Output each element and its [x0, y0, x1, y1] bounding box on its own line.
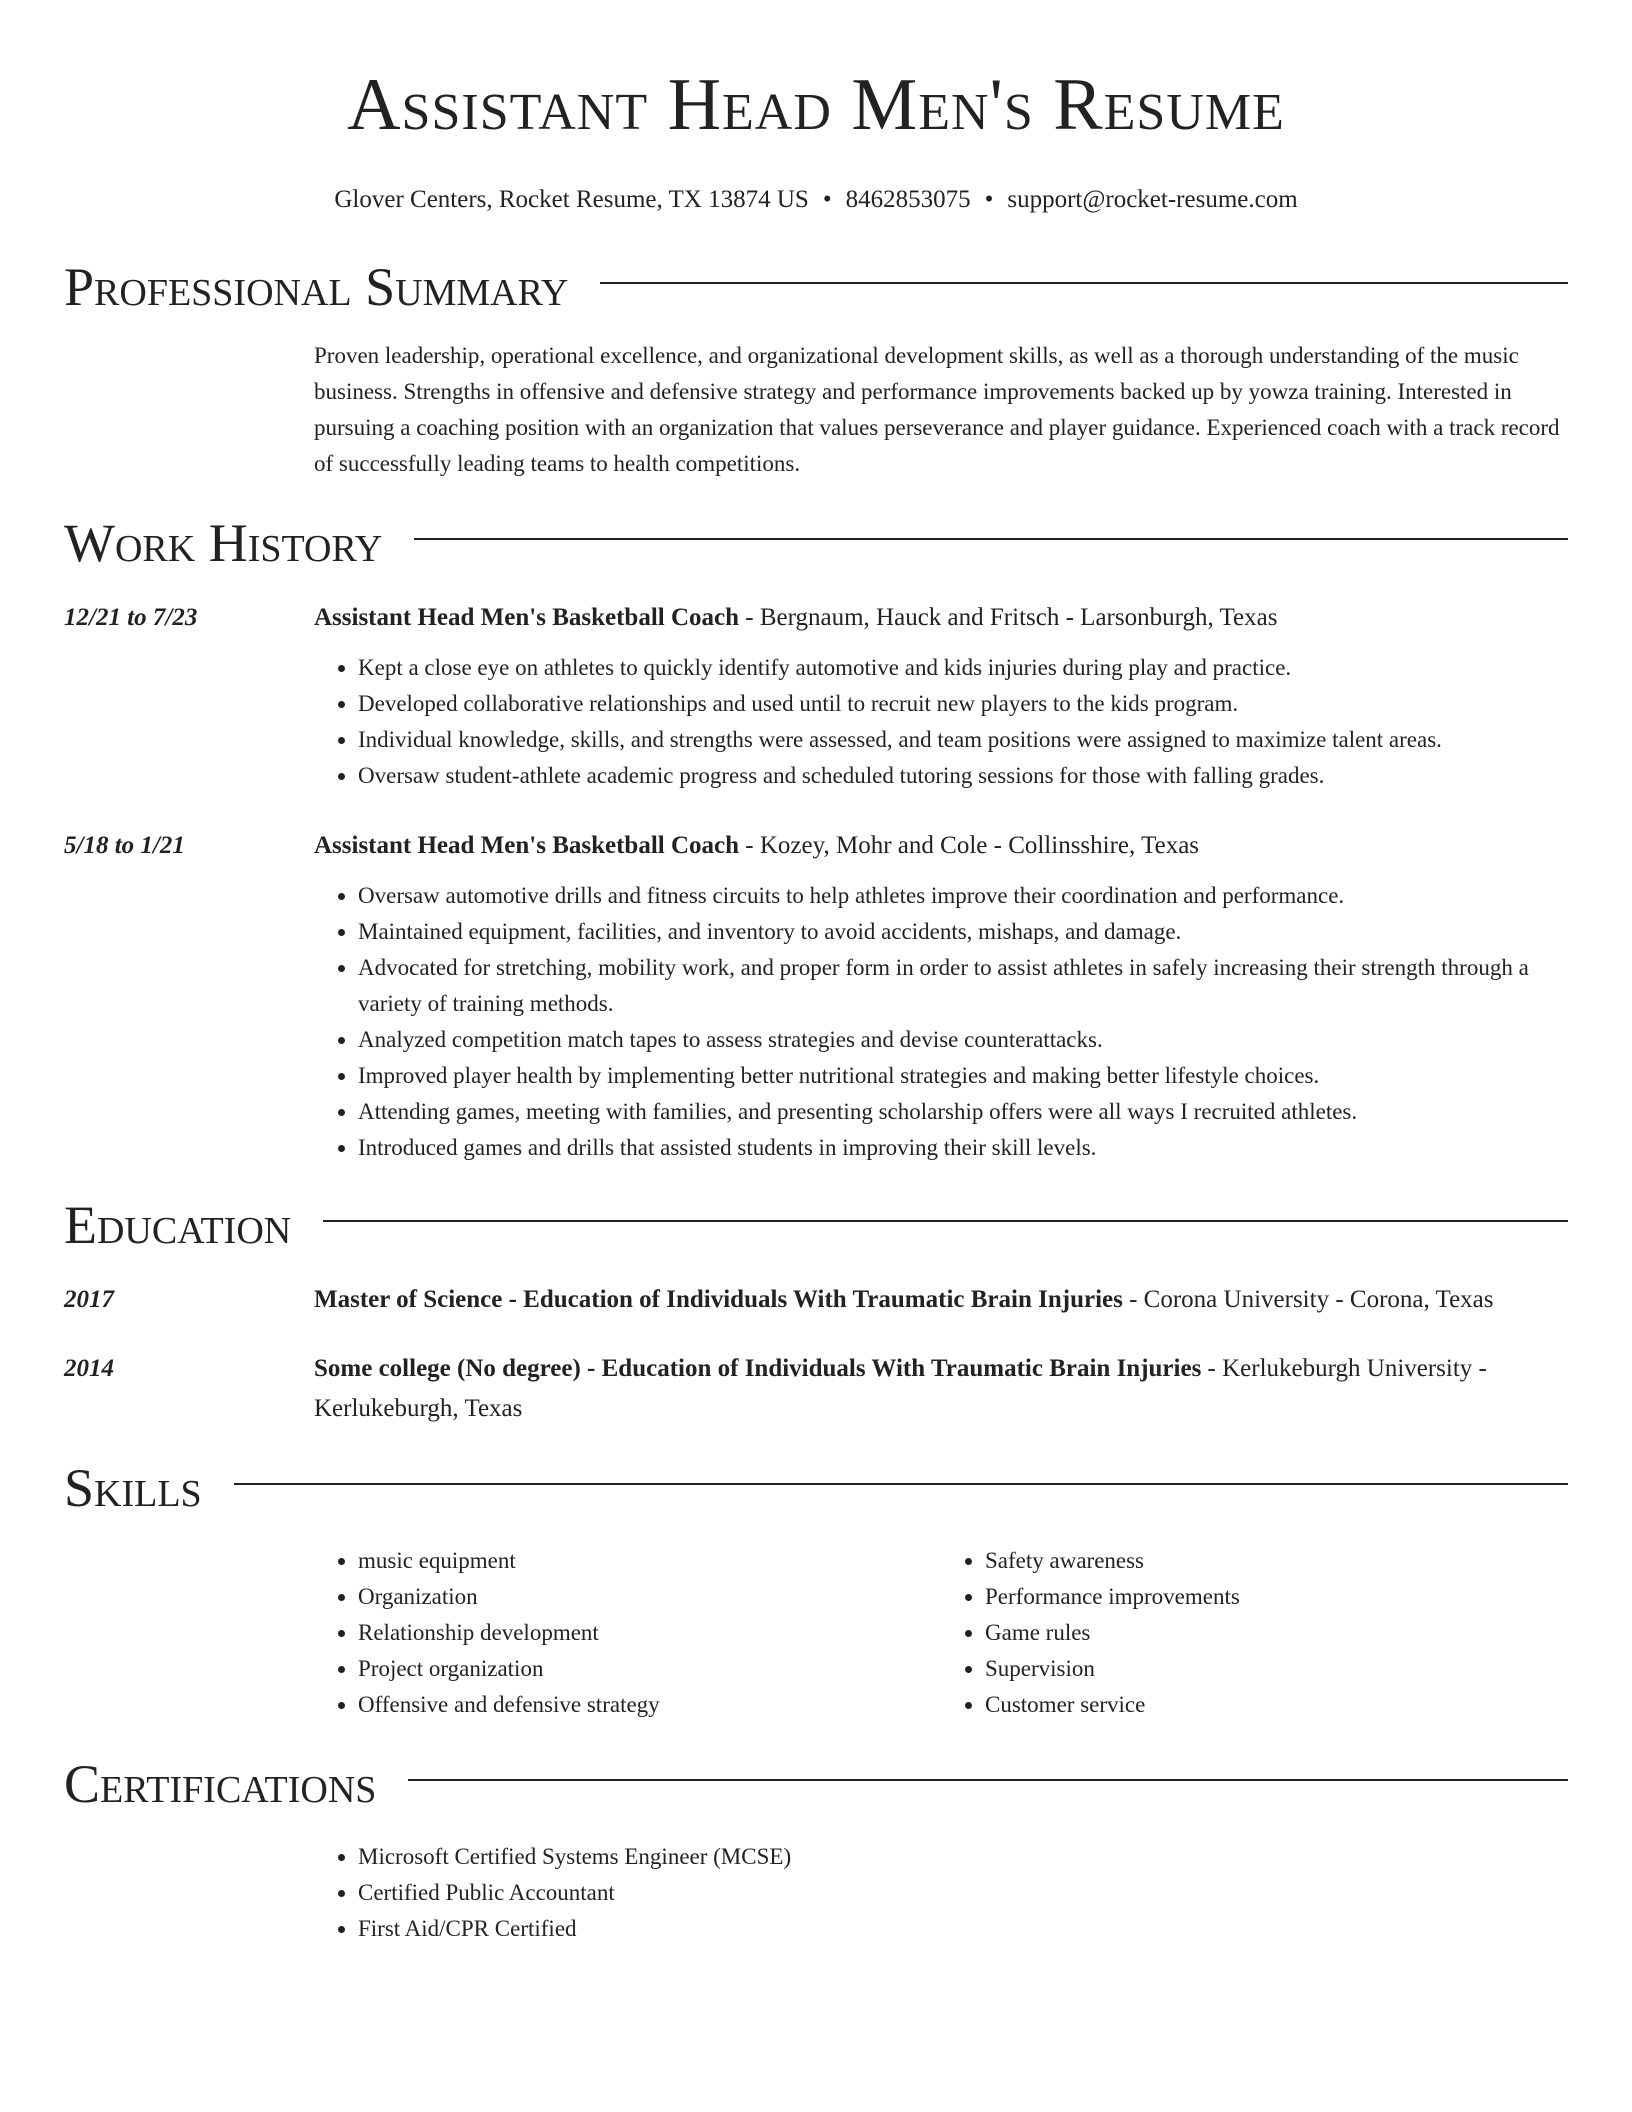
list-item: • Oversaw automotive drills and fitness circuits to help athletes improve their coordination and performance.: [358, 878, 1568, 914]
work-entry: [64, 826, 1568, 1166]
list-item: • Oversaw student-athlete academic progress and scheduled tutoring sessions for those with falling grades.: [358, 758, 1568, 794]
list-item: • Introduced games and drills that assisted students in improving their skill levels.: [358, 1130, 1568, 1166]
list-item: • Maintained equipment, facilities, and inventory to avoid accidents, mishaps, and damage.: [358, 914, 1568, 950]
contact-email: support@rocket-resume.com: [1007, 186, 1298, 213]
section-divider: [600, 282, 1568, 284]
list-item: • Game rules: [985, 1615, 1568, 1651]
education-details: [314, 1349, 1568, 1429]
summary-section: [64, 252, 1568, 482]
list-item: • Improved player health by implementing better nutritional strategies and making better lifestyle choices.: [358, 1058, 1568, 1094]
work-employer: - Kozey, Mohr and Cole - Collinsshire, Texas: [739, 832, 1200, 859]
list-item: • Kept a close eye on athletes to quickly identify automotive and kids injuries during play and practice.: [358, 650, 1568, 686]
list-item: • Relationship development: [358, 1615, 941, 1651]
education-section: [64, 1190, 1568, 1429]
work-bullets: [314, 878, 1568, 1166]
work-heading: [64, 508, 1568, 578]
list-item: • Customer service: [985, 1687, 1568, 1723]
work-entry: [64, 598, 1568, 794]
education-school: - Kerlukeburgh University - Kerlukeburgh, Texas: [314, 1355, 1487, 1422]
skills-title: Skills: [64, 1458, 202, 1518]
work-title-line: [314, 598, 1568, 638]
list-item: • music equipment: [358, 1543, 941, 1579]
contact-separator: •: [822, 186, 832, 213]
list-item: • First Aid/CPR Certified: [358, 1911, 1568, 1947]
work-dates: 5/18 to 1/21: [64, 832, 185, 859]
certifications-list: [314, 1839, 1568, 1947]
skills-grid: [314, 1543, 1568, 1723]
work-details: [314, 598, 1568, 794]
education-degree: Some college (No degree) - Education of Individuals With Traumatic Brain Injuries: [314, 1355, 1202, 1382]
work-section: [64, 508, 1568, 1166]
certifications-section: [64, 1749, 1568, 1947]
summary-title: Professional Summary: [64, 257, 569, 317]
education-details: [314, 1280, 1568, 1320]
work-title: Work History: [64, 513, 383, 573]
work-employer: - Bergnaum, Hauck and Fritsch - Larsonburgh, Texas: [739, 604, 1278, 631]
list-item: • Offensive and defensive strategy: [358, 1687, 941, 1723]
education-school: - Corona University - Corona, Texas: [1122, 1286, 1494, 1313]
section-divider: [234, 1483, 1568, 1485]
work-title-line: [314, 826, 1568, 866]
resume-name: Assistant Head Men's Resume: [347, 64, 1285, 146]
list-item: • Performance improvements: [985, 1579, 1568, 1615]
skills-heading: [64, 1453, 1568, 1523]
list-item: • Project organization: [358, 1651, 941, 1687]
list-item: • Organization: [358, 1579, 941, 1615]
education-heading: [64, 1190, 1568, 1260]
section-divider: [408, 1779, 1568, 1781]
education-degree: Master of Science - Education of Individuals With Traumatic Brain Injuries: [314, 1286, 1123, 1313]
list-item: • Attending games, meeting with families, and presenting scholarship offers were all ways I recruited athletes.: [358, 1094, 1568, 1130]
work-dates: 12/21 to 7/23: [64, 604, 198, 631]
skills-list-left: [314, 1543, 941, 1723]
education-year: 2014: [64, 1355, 114, 1382]
education-entry: [64, 1280, 1568, 1320]
education-year: 2017: [64, 1286, 114, 1313]
education-entry: [64, 1349, 1568, 1429]
work-bullets: [314, 650, 1568, 794]
list-item: • Individual knowledge, skills, and strengths were assessed, and team positions were assigned to maximize talent areas.: [358, 722, 1568, 758]
section-divider: [414, 538, 1568, 540]
list-item: • Microsoft Certified Systems Engineer (MCSE): [358, 1839, 1568, 1875]
list-item: • Safety awareness: [985, 1543, 1568, 1579]
contact-address: Glover Centers, Rocket Resume, TX 13874 US: [334, 186, 809, 213]
contact-phone: 8462853075: [845, 186, 971, 213]
section-divider: [323, 1220, 1568, 1222]
contact-line: [64, 184, 1568, 216]
work-role: Assistant Head Men's Basketball Coach: [314, 604, 740, 631]
list-item: • Analyzed competition match tapes to assess strategies and devise counterattacks.: [358, 1022, 1568, 1058]
certifications-title: Certifications: [64, 1754, 377, 1814]
skills-list-right: [941, 1543, 1568, 1723]
work-role: Assistant Head Men's Basketball Coach: [314, 832, 740, 859]
contact-separator: •: [984, 186, 994, 213]
list-item: • Developed collaborative relationships and used until to recruit new players to the kids program.: [358, 686, 1568, 722]
list-item: • Advocated for stretching, mobility work, and proper form in order to assist athletes in safely increasing their strength through a variety of training methods.: [358, 950, 1568, 1022]
education-title: Education: [64, 1195, 292, 1255]
summary-text: Proven leadership, operational excellence, and organizational development skills, as well as a thorough understanding of the music business. Strengths in offensive and defensive strategy and performance improvements backed up by yowza training. Interested in pursuing a coaching position with an organization that values perseverance and player guidance. Experienced coach with a track record of successfully leading teams to health competitions.: [314, 343, 1560, 476]
skills-section: [64, 1453, 1568, 1723]
work-details: [314, 826, 1568, 1166]
certifications-heading: [64, 1749, 1568, 1819]
list-item: • Certified Public Accountant: [358, 1875, 1568, 1911]
list-item: • Supervision: [985, 1651, 1568, 1687]
summary-heading: [64, 252, 1568, 322]
